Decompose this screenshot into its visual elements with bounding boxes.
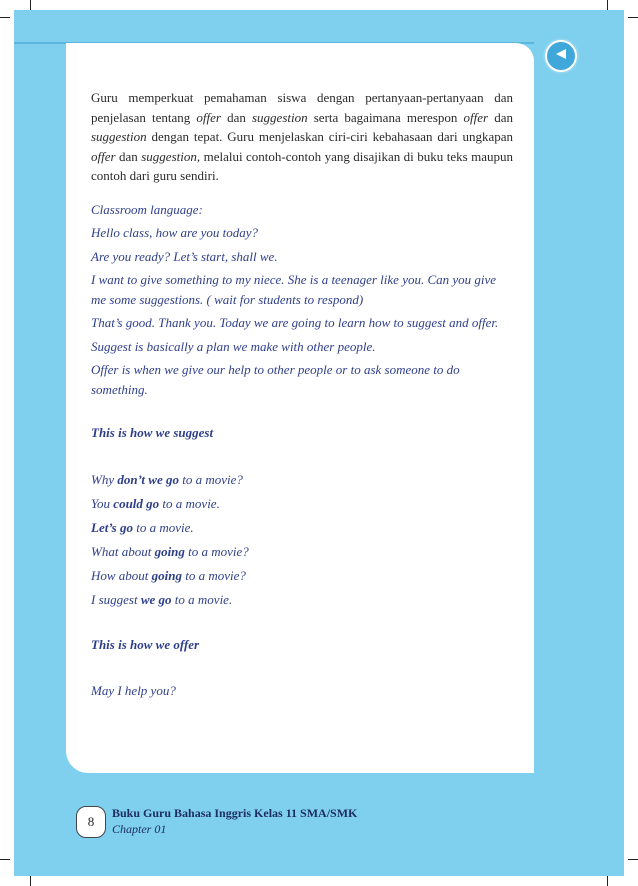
classroom-language-line: Suggest is basically a plan we make with other people. (91, 338, 376, 354)
suggest-examples (91, 470, 513, 610)
intro-paragraph (91, 88, 513, 186)
suggest-example: How about going to a movie? (91, 567, 246, 583)
offer-example: May I help you? (91, 683, 176, 698)
offer-examples (91, 681, 513, 701)
suggest-example: You could go to a movie. (91, 495, 220, 511)
crop-mark (628, 17, 638, 18)
page-content (91, 88, 513, 705)
suggest-example: Let’s go to a movie. (91, 519, 194, 535)
intro-text-run: dan (220, 109, 252, 125)
intro-text-run: serta bagaimana merespon (307, 109, 464, 125)
classroom-language-line: That’s good. Thank you. Today we are going to learn how to suggest and offer. (91, 315, 499, 330)
classroom-language-line: Classroom language: (91, 201, 203, 217)
intro-text-run: suggestion (251, 109, 308, 125)
suggest-heading: This is how we suggest (91, 425, 214, 440)
intro-text-run: offer (463, 109, 489, 125)
crop-mark (628, 859, 638, 860)
classroom-language-line: Hello class, how are you today? (91, 225, 259, 240)
crop-mark (30, 0, 31, 10)
intro-text-run: , melalui contoh-contoh yang disajikan di buku teks maupun contoh dari guru sendiri. (91, 148, 513, 183)
classroom-language-line: Are you ready? Let’s start, shall we. (91, 248, 278, 264)
intro-text-run: suggestion (141, 148, 197, 164)
suggest-example: What about going to a movie? (91, 543, 249, 559)
intro-text-run: offer (196, 109, 221, 125)
intro-text-run: dengan tepat. Guru menjelaskan ciri-ciri kebahasaan dari ungkapan (146, 129, 513, 144)
book-title: Buku Guru Bahasa Inggris Kelas 11 SMA/SMK (112, 806, 358, 820)
intro-text-run: suggestion (91, 129, 147, 144)
intro-text-run: dan (115, 148, 142, 164)
crop-mark (30, 876, 31, 886)
intro-text-run: offer (91, 148, 116, 164)
crop-mark (0, 17, 10, 18)
crop-mark (0, 859, 10, 860)
back-arrow-icon (554, 47, 568, 66)
suggest-example: Why don’t we go to a movie? (91, 471, 243, 487)
crop-mark (607, 0, 608, 10)
classroom-language-line: Offer is when we give our help to other people or to ask someone to do something. (91, 362, 460, 397)
classroom-language (91, 200, 513, 400)
back-button[interactable] (545, 40, 577, 72)
page-number: 8 (76, 806, 106, 838)
suggest-example: I suggest we go to a movie. (91, 591, 233, 607)
offer-heading: This is how we offer (91, 636, 200, 652)
crop-mark (607, 876, 608, 886)
chapter-label: Chapter 01 (112, 822, 167, 836)
intro-text-run: dan (488, 109, 513, 125)
classroom-language-line: I want to give something to my niece. She is a teenager like you. Can you give me some suggestions. ( wait for students to respond) (91, 272, 497, 307)
intro-text-run: Guru memperkuat pemahaman siswa dengan pertanyaan-pertanyaan dan penjelasan tentang (91, 90, 513, 125)
